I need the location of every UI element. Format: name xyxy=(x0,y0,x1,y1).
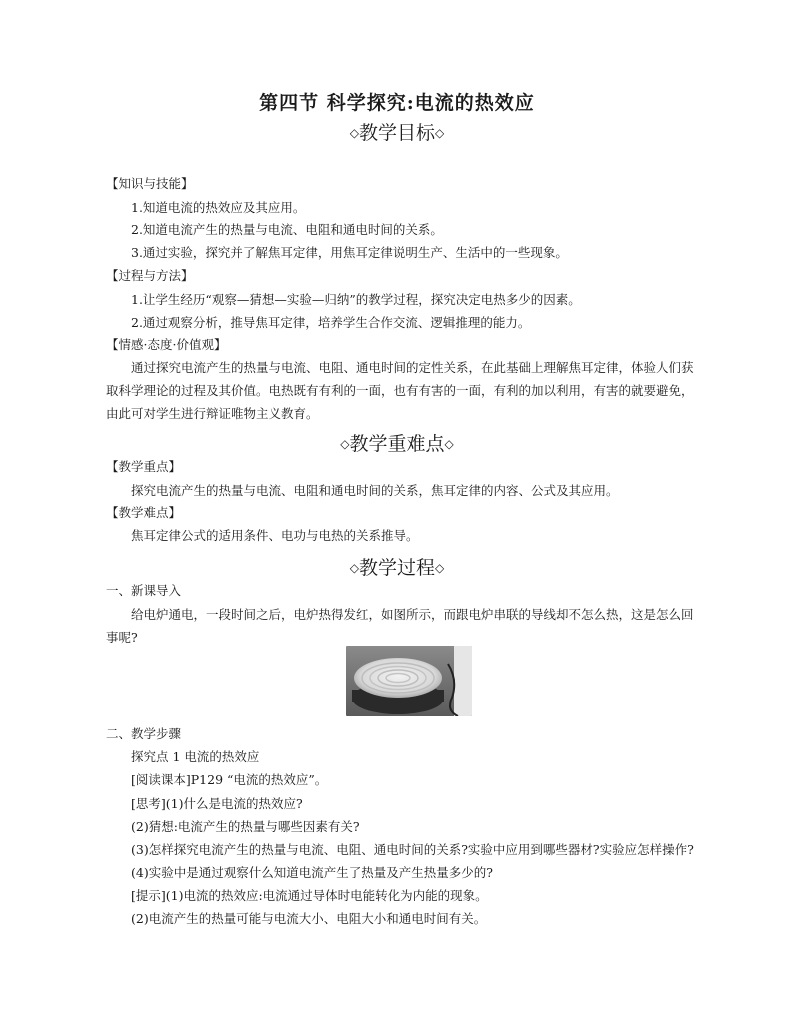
attitude-heading: 【情感·态度·价值观】 xyxy=(106,337,227,352)
steps-heading: 二、教学步骤 xyxy=(106,726,182,741)
attitude-paragraph-line: 取科学理论的过程及其价值。电热既有有利的一面，也有有害的一面，有利的加以利用，有害的就要避免， xyxy=(106,383,694,398)
step-line: (2)电流产生的热量可能与电流大小、电阻大小和通电时间有关。 xyxy=(131,911,487,926)
step-line: [思考](1)什么是电流的热效应? xyxy=(131,796,303,811)
diamond-icon: ◇ xyxy=(444,437,454,451)
step-line: (3)怎样探究电流产生的热量与电流、电阻、通电时间的关系?实验中应用到哪些器材?实验应怎样操作? xyxy=(131,842,694,857)
diamond-icon: ◇ xyxy=(349,126,359,140)
knowledge-item: 3.通过实验，探究并了解焦耳定律，用焦耳定律说明生产、生活中的一些现象。 xyxy=(131,245,568,260)
page-title: 第四节 科学探究:电流的热效应 xyxy=(259,92,535,114)
focus-heading: 【教学重点】 xyxy=(106,459,182,474)
focus-text: 探究电流产生的热量与电流、电阻和通电时间的关系，焦耳定律的内容、公式及其应用。 xyxy=(131,483,619,498)
step-line: (4)实验中是通过观察什么知道电流产生了热量及产生热量多少的? xyxy=(131,865,493,880)
step-line: 探究点 1 电流的热效应 xyxy=(131,749,260,764)
process-method-item: 2.通过观察分析，推导焦耳定律，培养学生合作交流、逻辑推理的能力。 xyxy=(131,315,531,330)
knowledge-item: 1.知道电流的热效应及其应用。 xyxy=(131,200,306,215)
electric-stove-image xyxy=(346,646,472,716)
process-method-heading: 【过程与方法】 xyxy=(106,268,194,283)
section-heading-process: ◇教学过程◇ xyxy=(349,557,445,579)
process-method-item: 1.让学生经历“观察—猜想—实验—归纳”的教学过程，探究决定电热多少的因素。 xyxy=(131,292,581,307)
intro-paragraph-line: 给电炉通电，一段时间之后，电炉热得发红，如图所示，而跟电炉串联的导线却不怎么热，这是怎么回 xyxy=(131,607,694,622)
step-line: (2)猜想:电流产生的热量与哪些因素有关? xyxy=(131,819,360,834)
step-line: [提示](1)电流的热效应:电流通过导体时电能转化为内能的现象。 xyxy=(131,888,488,903)
knowledge-heading: 【知识与技能】 xyxy=(106,176,194,191)
diamond-icon: ◇ xyxy=(435,561,445,575)
difficulty-text: 焦耳定律公式的适用条件、电功与电热的关系推导。 xyxy=(131,528,419,543)
step-line: [阅读课本]P129 “电流的热效应”。 xyxy=(131,772,328,787)
intro-paragraph-line: 事呢? xyxy=(106,630,138,645)
diamond-icon: ◇ xyxy=(435,126,445,140)
knowledge-item: 2.知道电流产生的热量与电流、电阻和通电时间的关系。 xyxy=(131,222,443,237)
diamond-icon: ◇ xyxy=(349,561,359,575)
difficulty-heading: 【教学难点】 xyxy=(106,505,182,520)
section-heading-key-points: ◇教学重难点◇ xyxy=(340,433,454,455)
intro-heading: 一、新课导入 xyxy=(106,583,182,598)
diamond-icon: ◇ xyxy=(340,437,350,451)
attitude-paragraph-line: 由此可对学生进行辩证唯物主义教育。 xyxy=(106,406,319,421)
section-heading-objectives: ◇教学目标◇ xyxy=(349,122,445,144)
attitude-paragraph-line: 通过探究电流产生的热量与电流、电阻、通电时间的定性关系，在此基础上理解焦耳定律，体验人们获 xyxy=(131,360,694,375)
electric-stove-photo xyxy=(346,646,472,716)
